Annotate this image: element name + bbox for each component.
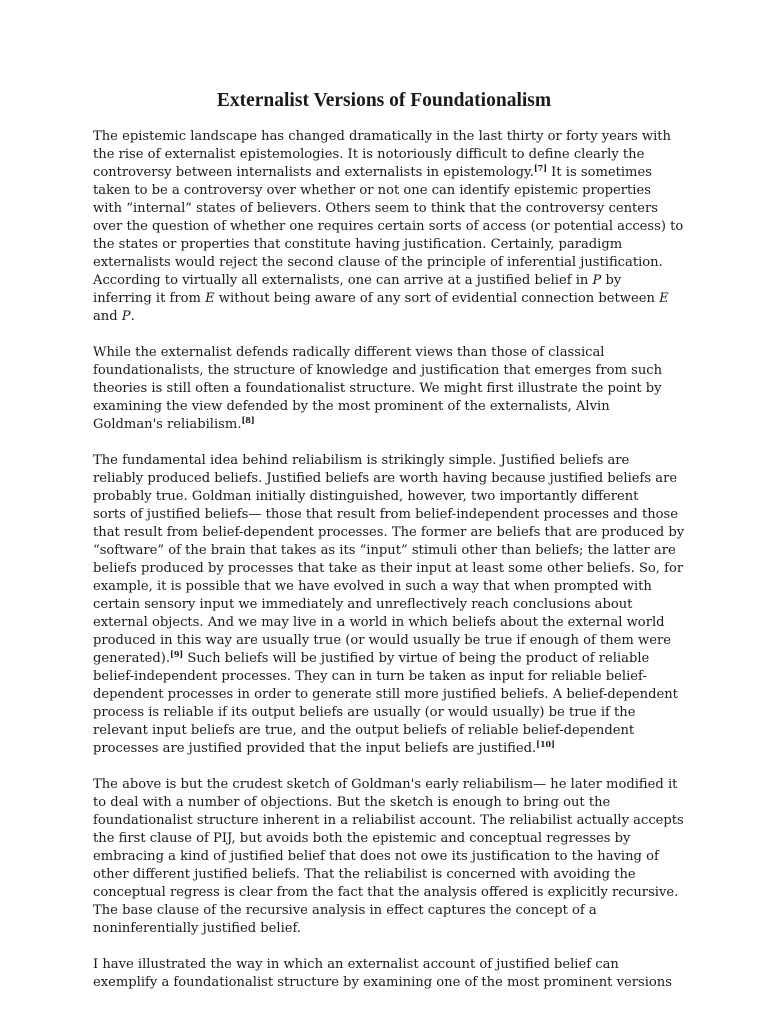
text-line [93,650,693,668]
text-line [93,794,693,812]
italic-variable: E [659,291,669,306]
text-line [93,488,693,506]
text-line [93,182,693,200]
text-line [93,344,693,362]
text-line [93,308,693,326]
text-run: theories is still often a foundationalist structure. We might first illustrate the point by [93,381,662,396]
text-run: The fundamental idea behind reliabilism is strikingly simple. Justified beliefs are [93,453,630,468]
text-line [93,416,693,434]
text-line [93,740,693,758]
text-line [93,164,693,182]
text-run: the first clause of PIJ, but avoids both the epistemic and conceptual regresses by [93,831,631,846]
text-line [93,614,693,632]
page-title: Externalist Versions of Foundationalism [216,90,552,111]
text-run: and [93,309,122,324]
text-run: conceptual regress is clear from the fact that the analysis offered is explicitly recursive. [93,885,679,900]
text-run: exemplify a foundationalist structure by examining one of the most prominent versions [93,975,672,990]
text-run: produced in this way are usually true (or would usually be true if enough of them were [93,633,671,648]
text-run: by [601,273,622,288]
text-line [93,524,693,542]
text-line [93,254,693,272]
text-line [93,560,693,578]
text-run: I have illustrated the way in which an externalist account of justified belief can [93,957,619,972]
text-run: According to virtually all externalists, one can arrive at a justified belief in [93,273,593,288]
text-run: certain sensory input we immediately and unreflectively reach conclusions about [93,597,633,612]
text-run: without being aware of any sort of evidential connection between [214,291,660,306]
italic-variable: P [592,273,602,288]
text-line [93,470,693,488]
text-line [93,722,693,740]
text-run: belief-independent processes. They can in turn be taken as input for reliable belief- [93,669,647,684]
text-line [93,542,693,560]
text-line [93,362,693,380]
footnote-ref: [7] [533,163,548,173]
text-line [93,398,693,416]
paragraph [93,344,693,434]
document-body [93,128,693,1010]
text-run: It is sometimes [547,165,652,180]
text-run: “software” of the brain that takes as its “input” stimuli other than beliefs; the latter are [93,543,676,558]
text-line [93,974,693,992]
footnote-ref: [10] [536,739,555,749]
paragraph [93,956,693,992]
text-line [93,632,693,650]
text-run: examining the view defended by the most prominent of the externalists, Alvin [93,399,610,414]
text-run: dependent processes in order to generate still more justified beliefs. A belief-dependent [93,687,678,702]
text-run: foundationalist structure inherent in a reliabilist account. The reliabilist actually accepts [93,813,684,828]
text-run: taken to be a controversy over whether or not one can identify epistemic properties [93,183,651,198]
text-line [93,380,693,398]
text-line [93,668,693,686]
text-run: . [130,309,135,324]
text-run: externalists would reject the second clause of the principle of inferential justification. [93,255,663,270]
text-run: The base clause of the recursive analysis in effect captures the concept of a [93,903,597,918]
text-run: the states or properties that constitute having justification. Certainly, paradigm [93,237,623,252]
text-run: example, it is possible that we have evolved in such a way that when prompted with [93,579,652,594]
text-line [93,812,693,830]
text-line [93,776,693,794]
text-line [93,830,693,848]
text-line [93,578,693,596]
text-run: generated). [93,651,171,666]
italic-variable: P [121,309,131,324]
text-line [93,218,693,236]
text-run: that result from belief-dependent processes. The former are beliefs that are produced by [93,525,685,540]
text-run: The above is but the crudest sketch of Goldman's early reliabilism— he later modified it [93,777,678,792]
text-line [93,200,693,218]
text-line [93,290,693,308]
text-line [93,920,693,938]
text-run: Goldman's reliabilism. [93,417,242,432]
text-run: sorts of justified beliefs— those that result from belief-independent processes and those [93,507,678,522]
text-line [93,704,693,722]
text-run: noninferentially justified belief. [93,921,302,936]
text-run: over the question of whether one requires certain sorts of access (or potential access) to [93,219,684,234]
text-line [93,884,693,902]
text-run: controversy between internalists and externalists in epistemology. [93,165,534,180]
footnote-ref: [8] [241,415,255,425]
text-run: other different justified beliefs. That the reliabilist is concerned with avoiding the [93,867,636,882]
paragraph [93,452,693,758]
text-run: processes are justified provided that the input beliefs are justified. [93,741,537,756]
text-run: reliably produced beliefs. Justified beliefs are worth having because justified beliefs are [93,471,678,486]
text-line [93,272,693,290]
text-run: embracing a kind of justified belief that does not owe its justification to the having of [93,849,659,864]
text-line [93,596,693,614]
text-run: foundationalists, the structure of knowledge and justification that emerges from such [93,363,663,378]
text-run: beliefs produced by processes that take as their input at least some other beliefs. So, for [93,561,684,576]
text-run: external objects. And we may live in a world in which beliefs about the external world [93,615,665,630]
text-run: probably true. Goldman initially distinguished, however, two importantly different [93,489,639,504]
text-run: with “internal” states of believers. Others seem to think that the controversy centers [93,201,659,216]
text-line [93,848,693,866]
text-run: Such beliefs will be justified by virtue of being the product of reliable [183,651,650,666]
text-line [93,236,693,254]
text-line [93,686,693,704]
text-line [93,128,693,146]
text-run: to deal with a number of objections. But the sketch is enough to bring out the [93,795,611,810]
paragraph [93,776,693,938]
text-line [93,146,693,164]
text-line [93,902,693,920]
text-run: inferring it from [93,291,206,306]
italic-variable: E [205,291,215,306]
text-line [93,956,693,974]
text-line [93,866,693,884]
text-run: the rise of externalist epistemologies. It is notoriously difficult to define clearly the [93,147,645,162]
text-run: relevant input beliefs are true, and the output beliefs of reliable belief-dependent [93,723,635,738]
text-run: process is reliable if its output beliefs are usually (or would usually) be true if the [93,705,636,720]
paragraph [93,128,693,326]
text-line [93,452,693,470]
text-line [93,506,693,524]
text-run: The epistemic landscape has changed dramatically in the last thirty or forty years with [93,129,671,144]
text-run: While the externalist defends radically different views than those of classical [93,345,605,360]
footnote-ref: [9] [170,649,184,659]
